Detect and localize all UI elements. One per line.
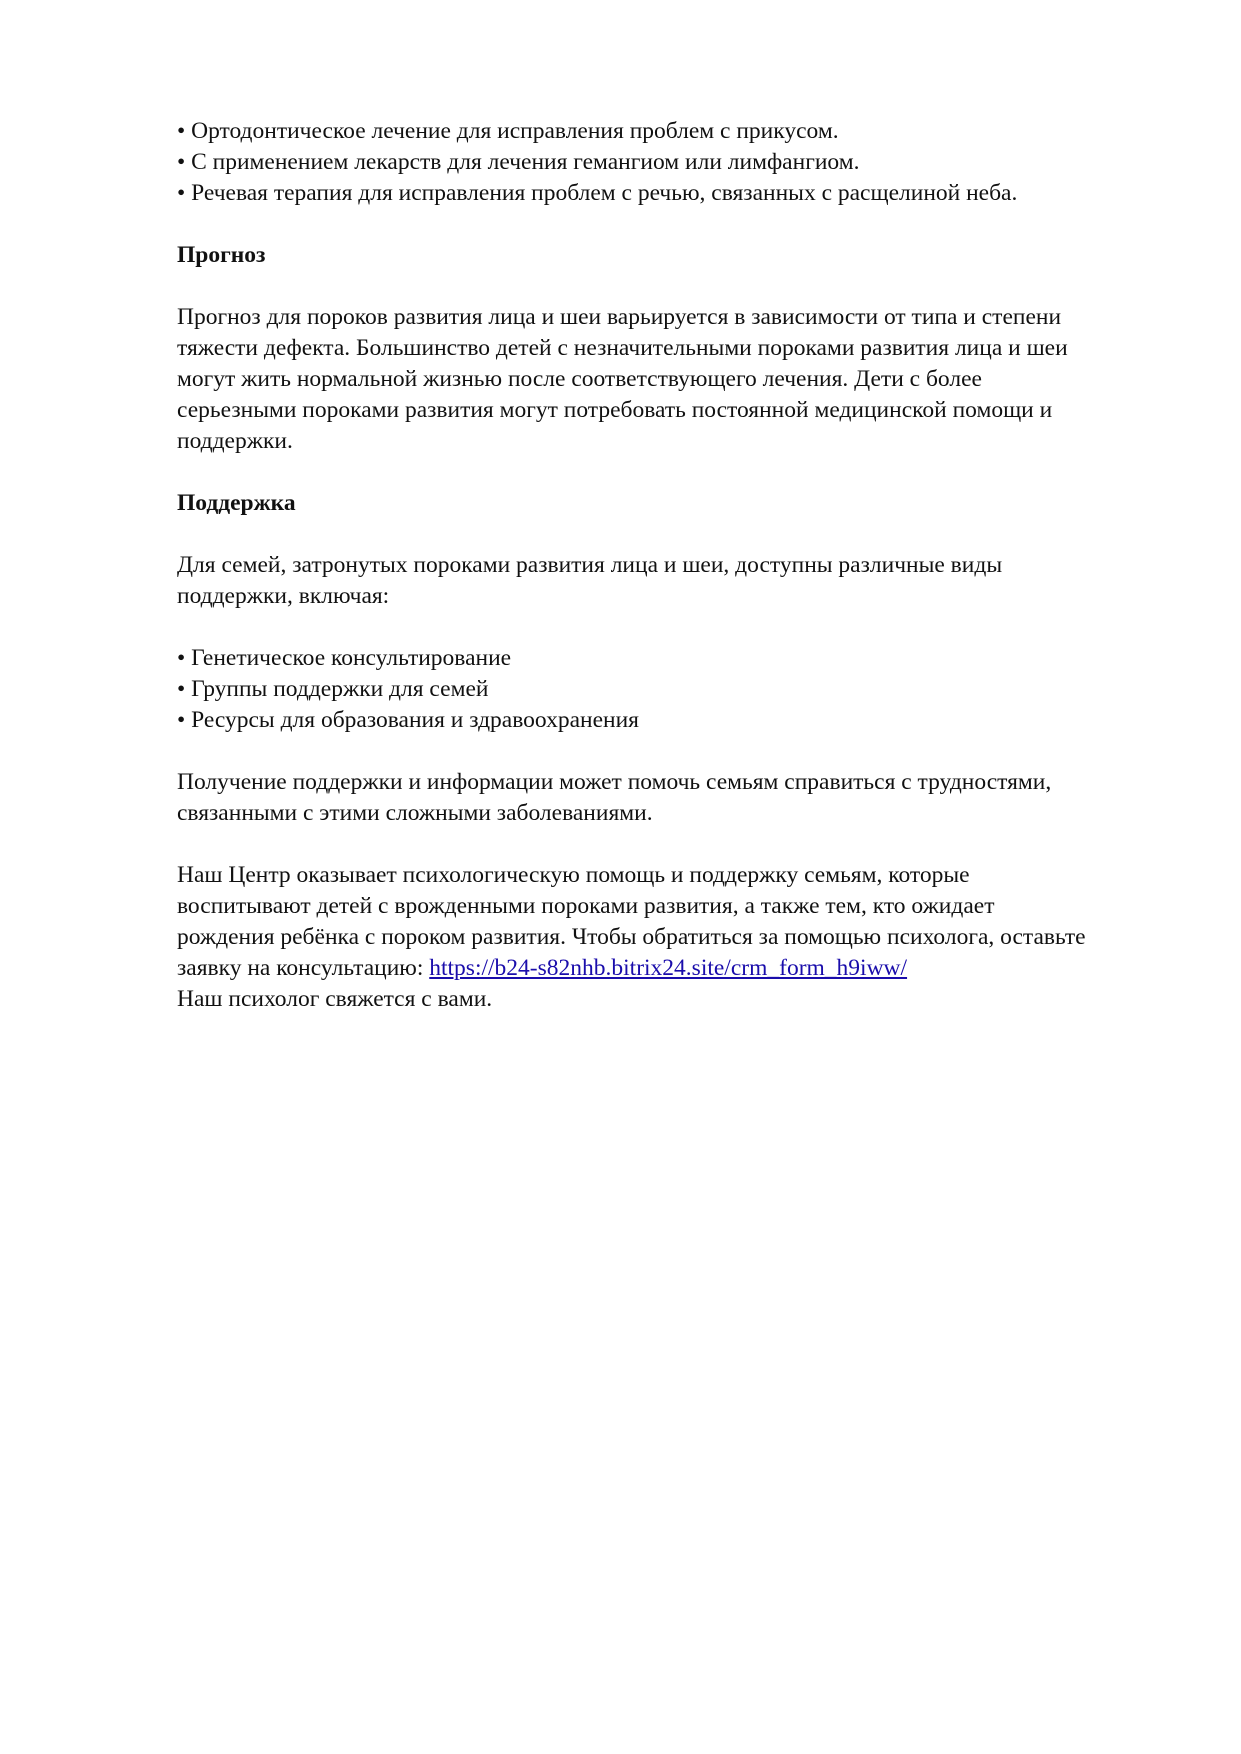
paragraph-line: воспитывают детей с врожденными пороками развития, а также тем, кто ожидает — [177, 893, 995, 919]
paragraph-line: поддержки. — [177, 428, 293, 454]
list-item: • С применением лекарств для лечения гемангиом или лимфангиом. — [177, 149, 860, 175]
spacer — [177, 209, 1167, 240]
spacer — [177, 457, 1167, 488]
paragraph-line: тяжести дефекта. Большинство детей с незначительными пороками развития лица и шеи — [177, 335, 1068, 361]
spacer — [177, 271, 1167, 302]
list-item: • Ортодонтическое лечение для исправления проблем с прикусом. — [177, 118, 839, 144]
closing-line: Наш психолог свяжется с вами. — [177, 986, 493, 1012]
document-body — [177, 116, 1167, 1015]
prognosis-paragraph — [177, 302, 1167, 457]
paragraph-line: рождения ребёнка с пороком развития. Чтобы обратиться за помощью психолога, оставьте — [177, 924, 1086, 950]
treatment-bullet-list — [177, 116, 1167, 209]
spacer — [177, 612, 1167, 643]
support-intro-paragraph — [177, 550, 1167, 612]
prognosis-heading: Прогноз — [177, 242, 266, 268]
list-item: • Генетическое консультирование — [177, 645, 512, 671]
support-outro-paragraph — [177, 767, 1167, 829]
spacer — [177, 519, 1167, 550]
spacer — [177, 829, 1167, 860]
list-item: • Речевая терапия для исправления проблем с речью, связанных с расщелиной неба. — [177, 180, 1018, 206]
paragraph-line: связанными с этими сложными заболеваниями. — [177, 800, 653, 826]
spacer — [177, 736, 1167, 767]
support-heading: Поддержка — [177, 490, 296, 516]
paragraph-line: могут жить нормальной жизнью после соответствующего лечения. Дети с более — [177, 366, 982, 392]
support-bullet-list — [177, 643, 1167, 736]
paragraph-line-with-link — [177, 953, 1167, 984]
list-item: • Группы поддержки для семей — [177, 676, 489, 702]
paragraph-line: Прогноз для пороков развития лица и шеи варьируется в зависимости от типа и степени — [177, 304, 1062, 330]
consultation-form-link[interactable]: https://b24-s82nhb.bitrix24.site/crm_form_h9iww/ — [429, 955, 908, 981]
center-paragraph — [177, 860, 1167, 1015]
paragraph-line: Для семей, затронутых пороками развития лица и шеи, доступны различные виды — [177, 552, 1003, 578]
paragraph-line: поддержки, включая: — [177, 583, 390, 609]
paragraph-line: серьезными пороками развития могут потребовать постоянной медицинской помощи и — [177, 397, 1053, 423]
link-prefix: заявку на консультацию: — [177, 955, 430, 981]
paragraph-line: Наш Центр оказывает психологическую помощь и поддержку семьям, которые — [177, 862, 970, 888]
paragraph-line: Получение поддержки и информации может помочь семьям справиться с трудностями, — [177, 769, 1052, 795]
list-item: • Ресурсы для образования и здравоохранения — [177, 707, 639, 733]
